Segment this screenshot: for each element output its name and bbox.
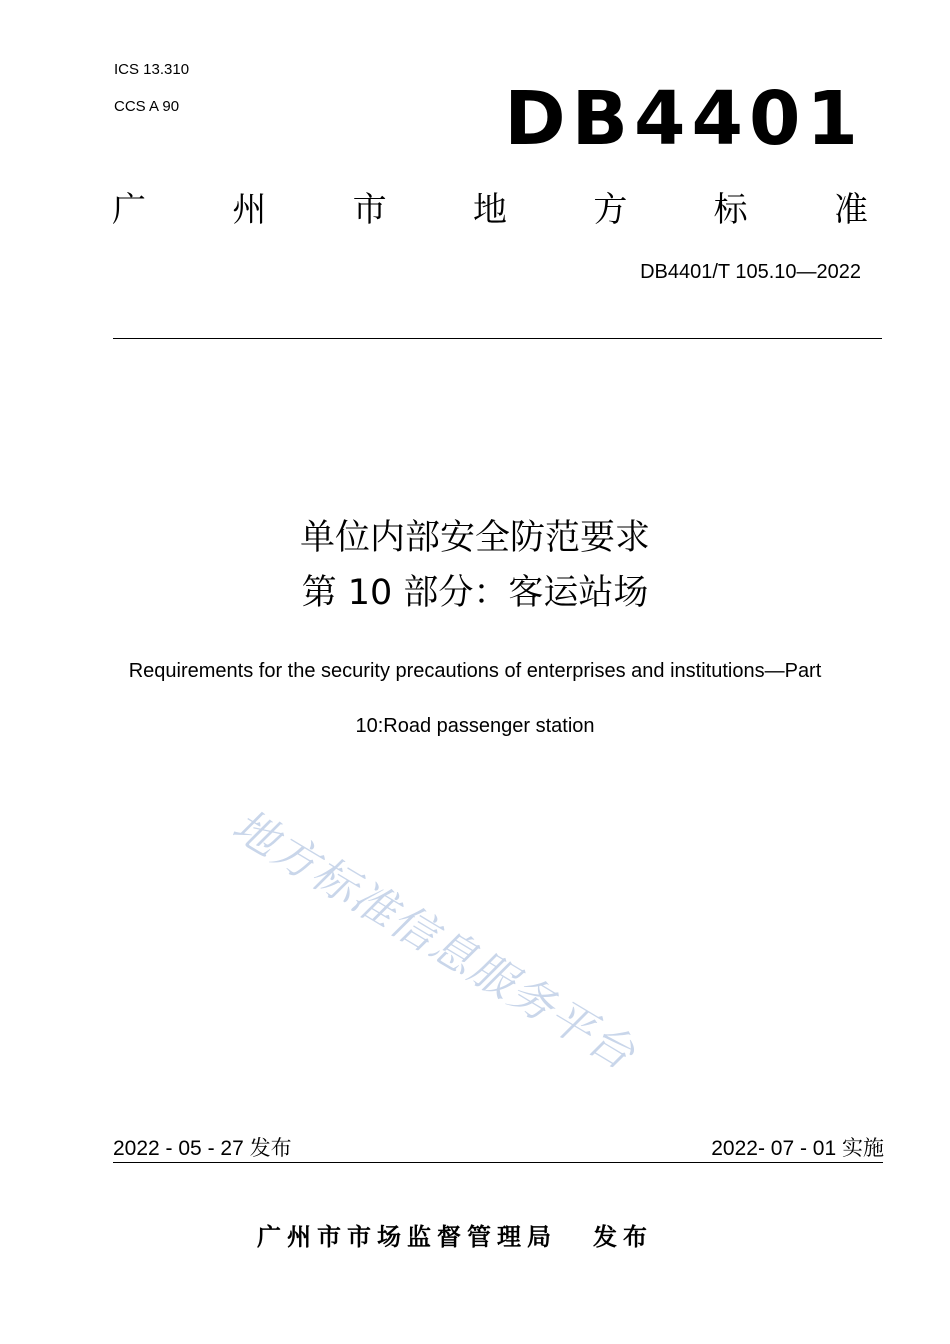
publisher xyxy=(100,1222,810,1252)
publisher-action: 发布 xyxy=(593,1223,653,1251)
title-english-line1: Requirements for the security precautions of enterprises and institutions—Part xyxy=(128,660,822,682)
publisher-authority: 广州市市场监督管理局 xyxy=(257,1223,557,1251)
ics-code: ICS 13.310 xyxy=(114,61,190,78)
issue-date: 2022 - 05 - 27 发布 xyxy=(113,1137,292,1160)
standard-number: DB4401/T 105.10—2022 xyxy=(640,261,861,283)
ccs-code: CCS A 90 xyxy=(114,98,180,115)
standard-type xyxy=(112,186,868,234)
standard-type-char: 市 xyxy=(352,190,387,230)
watermark: 地方标准信息服务平台 xyxy=(223,800,645,1081)
header-divider xyxy=(113,338,882,339)
title-english-line2: 10:Road passenger station xyxy=(355,715,595,737)
implementation-date: 2022- 07 - 01 实施 xyxy=(711,1137,884,1160)
standard-type-char: 广 xyxy=(112,190,146,230)
standard-type-char: 标 xyxy=(713,190,748,230)
standard-type-char: 方 xyxy=(593,190,628,230)
standard-type-char: 准 xyxy=(833,190,868,230)
footer-divider xyxy=(113,1162,883,1163)
title-chinese-line1: 单位内部安全防范要求 xyxy=(299,518,650,558)
title-chinese-line2: 第 10 部分：客运站场 xyxy=(301,573,649,613)
standard-type-char: 地 xyxy=(472,190,507,230)
standard-code: DB4401 xyxy=(504,76,864,162)
standard-type-char: 州 xyxy=(232,190,267,230)
